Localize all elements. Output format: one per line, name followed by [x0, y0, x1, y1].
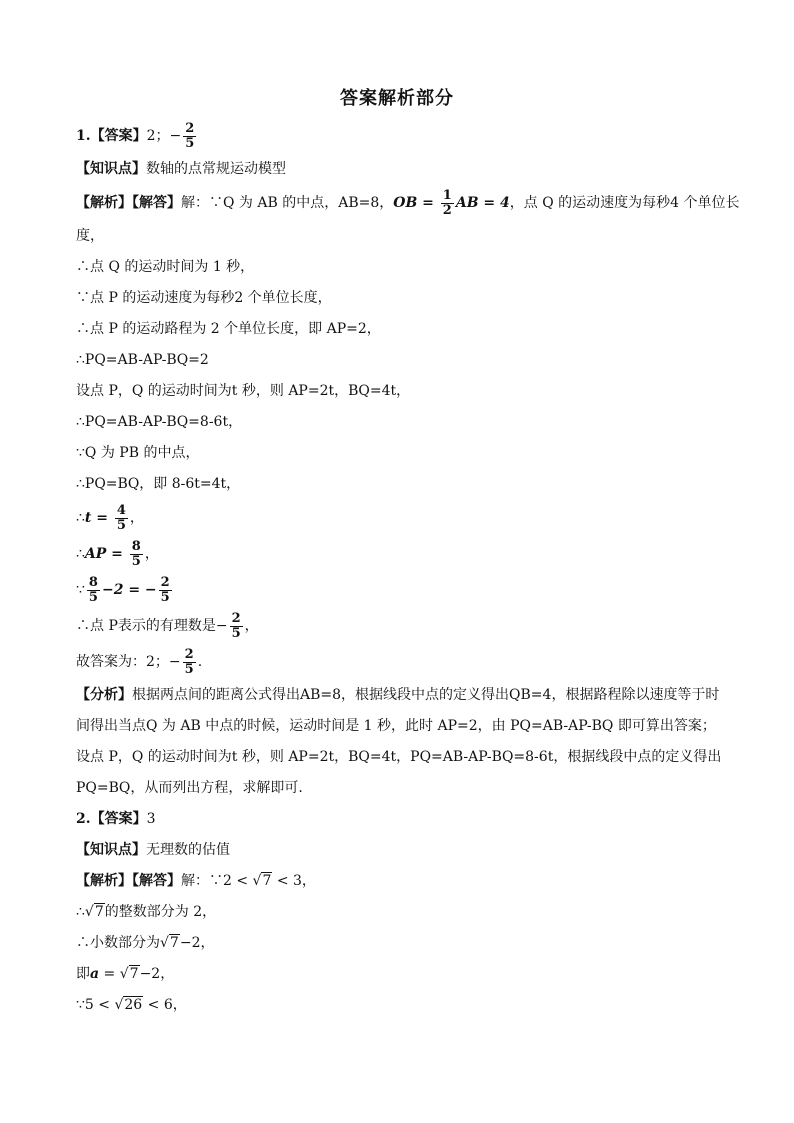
q1-t-line	[76, 500, 736, 536]
q1-calc-pre: ∵	[76, 582, 85, 598]
q1-line-6: ∴PQ=AB-AP-BQ=8-6t，	[76, 414, 243, 430]
q1-knowledge-line	[76, 154, 736, 185]
denominator: 2	[442, 202, 452, 218]
q1-ap-fraction	[130, 540, 143, 568]
q1-ap-pre: ∴	[76, 546, 85, 562]
q1-t-var: t =	[84, 510, 113, 526]
sqrt-7: √7	[252, 873, 272, 889]
q2-line-3-post: −2，	[139, 966, 175, 982]
q1-ap-post: ，	[144, 546, 159, 562]
q1-t-pre: ∴	[76, 510, 85, 526]
q2-line-2	[76, 928, 736, 959]
radicand: 7	[262, 873, 272, 889]
q1-calc-fraction-2	[159, 576, 172, 604]
q2-line-4-pre: ∵5 <	[76, 997, 115, 1013]
q1-line-4: ∴PQ=AB-AP-BQ=2	[76, 352, 209, 368]
q1-fenxi-line-1	[76, 680, 736, 711]
q2-line-1-pre: ∴	[76, 904, 85, 920]
q2-analysis-tag: 【解析】【解答】	[76, 873, 181, 889]
radicand: 7	[129, 966, 139, 982]
q1-final-post: .	[197, 654, 203, 670]
q1-calc-fraction-1	[87, 576, 100, 604]
q2-analysis-text-a: 解：∵2 <	[181, 873, 253, 889]
q2-line-4-post: < 6，	[143, 997, 187, 1013]
q2-answer-line	[76, 804, 736, 835]
q1-answer-line	[76, 118, 736, 154]
radicand: 26	[124, 997, 143, 1013]
q1-final-fraction	[183, 648, 196, 676]
q2-knowledge-text: 无理数的估值	[146, 842, 230, 858]
q1-final-pre: 故答案为：2；−	[76, 654, 181, 670]
sqrt-7: √7	[84, 904, 104, 920]
page-title: 答案解析部分	[340, 88, 454, 109]
radicand: 7	[94, 904, 104, 920]
q1-fenxi-line-4: PQ=BQ，从而列出方程，求解即可.	[76, 780, 303, 796]
q1-point-pre: ∴点 P表示的有理数是−	[76, 618, 228, 634]
sqrt-26: √26	[114, 997, 143, 1013]
q1-analysis-text-a: 解：∵Q 为 AB 的中点，AB=8，	[181, 195, 394, 211]
denominator: 5	[184, 661, 194, 677]
denominator: 5	[185, 135, 195, 151]
sqrt-7: √7	[119, 966, 139, 982]
q1-line-8: ∴PQ=BQ，即 8-6t=4t，	[76, 476, 241, 492]
q1-analysis-line	[76, 185, 740, 221]
q2-answer-tag: 【答案】	[90, 811, 147, 827]
q1-ap-var: AP =	[84, 546, 128, 562]
q2-line-3	[76, 959, 736, 990]
q2-number: 2.	[76, 811, 91, 827]
q1-line-1: ∴点 Q 的运动时间为 1 秒，	[76, 259, 255, 275]
q1-eq: =	[417, 195, 439, 211]
q1-knowledge-text: 数轴的点常规运动模型	[146, 161, 286, 177]
denominator: 5	[160, 589, 170, 605]
denominator: 5	[88, 589, 98, 605]
q1-knowledge-tag: 【知识点】	[76, 161, 146, 177]
q1-analysis-tag: 【解析】【解答】	[76, 195, 181, 211]
q2-knowledge-line	[76, 835, 736, 866]
q1-line-du: 度，	[76, 228, 104, 244]
sqrt-7: √7	[160, 935, 179, 951]
q2-line-1	[76, 897, 736, 928]
q1-line-3: ∴点 P 的运动路程为 2 个单位长度，即 AP=2，	[76, 321, 381, 337]
q1-answer-fraction	[183, 122, 196, 150]
q2-line-3-pre: 即	[76, 966, 90, 982]
q2-answer-text: 3	[146, 811, 156, 827]
numerator: 1	[442, 187, 452, 203]
q1-t-post: ，	[129, 510, 144, 526]
denominator: 5	[116, 517, 126, 533]
q1-half-fraction	[441, 189, 454, 217]
numerator: 8	[131, 538, 141, 554]
q1-number: 1.	[76, 128, 91, 144]
q2-line-2-post: −2，	[179, 935, 215, 951]
q1-calc-line	[76, 572, 736, 608]
q2-knowledge-tag: 【知识点】	[76, 842, 146, 858]
q2-analysis-line	[76, 866, 736, 897]
q1-line-7: ∵Q 为 PB 的中点，	[76, 445, 200, 461]
radicand: 7	[169, 935, 179, 951]
q1-fenxi-line-2: 间得出当点Q 为 AB 中点的时候，运动时间是 1 秒，此时 AP=2，由 PQ=AB-AP-BQ 即可算出答案；	[76, 718, 716, 734]
q1-calc-mid: −2 = −	[101, 582, 157, 598]
q2-eq: =	[99, 966, 120, 982]
q1-t-fraction	[115, 504, 128, 532]
q1-line-2: ∵点 P 的运动速度为每秒2 个单位长度，	[76, 290, 332, 306]
q1-fenxi-line-3: 设点 P，Q 的运动时间为t 秒，则 AP=2t，BQ=4t，PQ=AB-AP-BQ=8-6t，根据线段中点的定义得出	[76, 749, 722, 765]
q1-point-fraction	[230, 612, 243, 640]
q1-final-line	[76, 644, 736, 680]
q2-line-4	[76, 990, 736, 1021]
q1-answer-text: 2；	[146, 128, 170, 144]
denominator: 5	[231, 625, 241, 641]
q1-line-5: 设点 P，Q 的运动时间为t 秒，则 AP=2t，BQ=4t，	[76, 383, 411, 399]
numerator: 8	[88, 574, 98, 590]
q1-answer-tag: 【答案】	[90, 128, 147, 144]
answer-content	[76, 118, 740, 1021]
numerator: 2	[160, 574, 170, 590]
q2-line-1-post: 的整数部分为 2，	[104, 904, 217, 920]
q1-answer-sign: −	[169, 128, 182, 144]
q2-line-2-pre: ∴小数部分为	[76, 935, 160, 951]
numerator: 2	[185, 120, 195, 136]
q1-ob: OB	[393, 195, 418, 211]
q1-analysis-text-b: ，点 Q 的运动速度为每秒4 个单位长	[509, 195, 740, 211]
denominator: 5	[131, 553, 141, 569]
q1-fenxi-tag: 【分析】	[76, 687, 132, 703]
numerator: 2	[184, 646, 194, 662]
numerator: 4	[116, 502, 126, 518]
q1-ap-line	[76, 536, 736, 572]
q1-point-post: ，	[244, 618, 259, 634]
q1-fenxi-text-1: 根据两点间的距离公式得出AB=8，根据线段中点的定义得出QB=4，根据路程除以速度等于时	[132, 687, 720, 703]
numerator: 2	[231, 610, 241, 626]
q1-point-line	[76, 608, 736, 644]
q2-var-a: a	[90, 966, 100, 982]
q1-ab4: AB = 4	[455, 195, 510, 211]
q2-analysis-text-b: < 3，	[272, 873, 316, 889]
